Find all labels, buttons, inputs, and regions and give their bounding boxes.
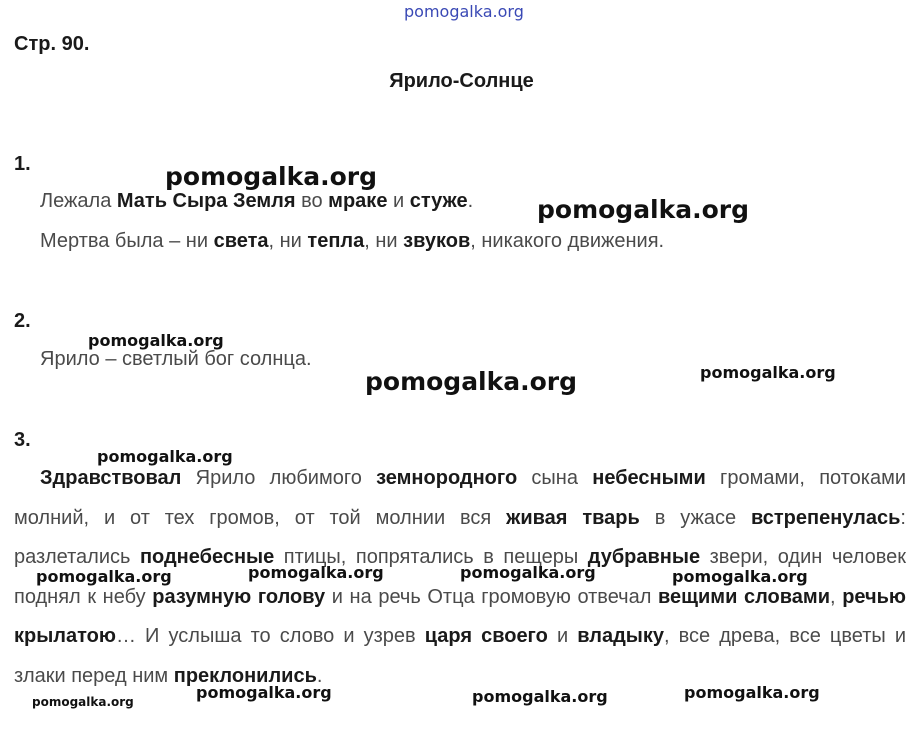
item-1-line-1 bbox=[40, 190, 473, 213]
text: Лежала bbox=[40, 190, 117, 212]
text: , никакого движения. bbox=[470, 230, 665, 252]
text: , ни bbox=[364, 230, 404, 252]
text: громами, потоками молний, и от тех громов, от той молнии вся bbox=[14, 467, 907, 529]
bold-text: дубравные bbox=[587, 546, 701, 568]
bold-text: вещими словами bbox=[657, 585, 831, 608]
text: , ни bbox=[268, 230, 308, 252]
text: … И услыша то слово и узрев bbox=[115, 625, 425, 647]
item-3-number: 3. bbox=[14, 429, 31, 451]
bold-text: Здравствовал bbox=[40, 467, 182, 489]
watermark-overlay: pomogalka.org bbox=[36, 567, 172, 586]
watermark-overlay: pomogalka.org bbox=[472, 687, 608, 706]
text: : разлетались bbox=[14, 506, 906, 568]
text: Мертва была – ни bbox=[40, 230, 214, 252]
bold-text: звуков bbox=[403, 230, 471, 252]
text: и bbox=[547, 625, 578, 647]
text: звери, один человек поднял к небу bbox=[14, 546, 906, 608]
bold-text: царя своего bbox=[424, 625, 548, 647]
watermark-overlay: pomogalka.org bbox=[97, 447, 233, 466]
bold-text: встрепенулась bbox=[750, 506, 901, 529]
watermark-overlay: pomogalka.org bbox=[460, 563, 596, 582]
watermark-overlay: pomogalka.org bbox=[684, 683, 820, 702]
watermark-overlay: pomogalka.org bbox=[537, 195, 750, 224]
text: и на речь Отца громовую отвечал bbox=[325, 585, 658, 608]
bold-text: речью крылатою bbox=[14, 585, 907, 647]
bold-text: света bbox=[213, 230, 269, 252]
bold-text: Мать Сыра Земля bbox=[116, 190, 296, 212]
text: сына bbox=[517, 467, 593, 489]
text: птицы, попрятались в пещеры bbox=[274, 546, 588, 568]
watermark-overlay: pomogalka.org bbox=[700, 363, 836, 382]
text: и bbox=[387, 190, 410, 212]
watermark-overlay: pomogalka.org bbox=[88, 331, 224, 350]
watermark-overlay: pomogalka.org bbox=[248, 563, 384, 582]
bold-text: мраке bbox=[328, 190, 388, 212]
item-1-line-2 bbox=[40, 230, 664, 253]
bold-text: живая тварь bbox=[506, 506, 640, 529]
text: , bbox=[830, 585, 843, 608]
watermark-overlay: pomogalka.org bbox=[672, 567, 808, 586]
item-2-line-1: Ярило – светлый бог солнца. bbox=[40, 348, 312, 370]
item-1-number: 1. bbox=[14, 153, 31, 175]
text: в ужасе bbox=[639, 506, 751, 529]
bold-text: владыку bbox=[577, 625, 664, 647]
text: Ярило любимого bbox=[181, 467, 377, 489]
bold-text: стуже bbox=[409, 190, 468, 212]
bold-text: поднебесные bbox=[139, 546, 275, 568]
item-2-number: 2. bbox=[14, 310, 31, 332]
text: . bbox=[467, 190, 474, 212]
watermark-overlay: pomogalka.org bbox=[165, 162, 378, 191]
text: во bbox=[295, 190, 329, 212]
text: , все древа, все цветы и злаки перед ним bbox=[14, 625, 907, 687]
watermark-overlay: pomogalka.org bbox=[32, 695, 134, 709]
bold-text: небесными bbox=[592, 467, 706, 489]
text: . bbox=[316, 664, 323, 687]
bold-text: преклонились bbox=[173, 664, 317, 687]
bold-text: тепла bbox=[307, 230, 365, 252]
bold-text: разумную голову bbox=[152, 585, 326, 608]
watermark-overlay: pomogalka.org bbox=[365, 367, 578, 396]
bold-text: земнородного bbox=[376, 467, 518, 489]
watermark-overlay: pomogalka.org bbox=[196, 683, 332, 702]
page-reference: Стр. 90. bbox=[14, 33, 90, 55]
watermark-top: pomogalka.org bbox=[404, 2, 524, 21]
story-title: Ярило-Солнце bbox=[389, 70, 534, 92]
